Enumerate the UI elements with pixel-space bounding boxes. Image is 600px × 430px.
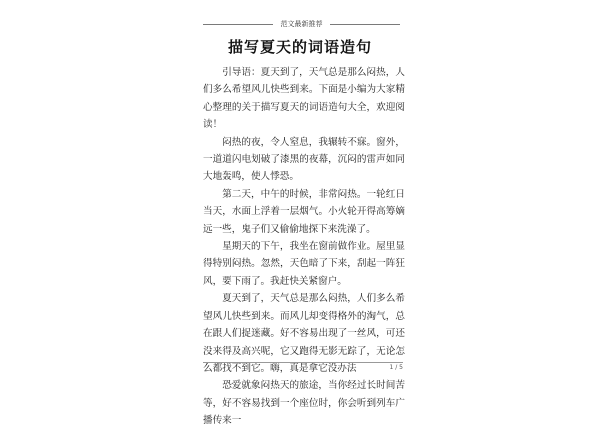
page-title: 描写夏天的词语造句 <box>227 38 372 56</box>
header-label: 范文最新推荐 <box>280 20 323 28</box>
paragraph: 星期天的下午，我坐在窗前做作业。屋里显得特别闷热。忽然，天色暗了下来，刮起一阵狂风，要下雨了。我赶快关紧窗户。 <box>203 241 405 287</box>
header-rule-left <box>203 24 273 25</box>
paragraph: 第二天，中午的时候，非常闷热。一轮红日当天，水面上浮着一层烟气。小火轮开得高筹嫡远一些，鬼子们又偷偷地探下来洗澡了。 <box>203 188 405 235</box>
page-number: 1 / 5 <box>389 364 403 371</box>
paragraph: 闷热的夜，令人窒息，我辗转不寐。窗外，一道道闪电划破了漆黑的夜幕，沉闷的雷声如同大地轰鸣，使人悸恐。 <box>203 136 405 183</box>
paragraph: 恐爱就象闷热天的旅途，当你经过长时间苦等，好不容易找到一个座位时，你会听到列车广播传来一 <box>203 380 405 427</box>
footer-rule <box>203 362 403 363</box>
paragraph: 夏天到了，天气总是那么闷热，人们多么希望风儿快些到来。而风儿却变得格外的淘气，总在跟人们捉迷藏。好不容易出现了一丝风，可还没来得及高兴呢，它又跑得无影无踪了，无论怎么都找不到它。嗨，真是拿它没办法 <box>203 293 405 374</box>
body-text <box>203 64 405 430</box>
paragraph-intro: 引导语：夏天到了，天气总是那么闷热，人们多么希望风儿快些到来。下面是小编为大家精心整理的关于描写夏天的词语造句大全，欢迎阅读！ <box>203 67 405 131</box>
header-rule-right <box>330 24 400 25</box>
